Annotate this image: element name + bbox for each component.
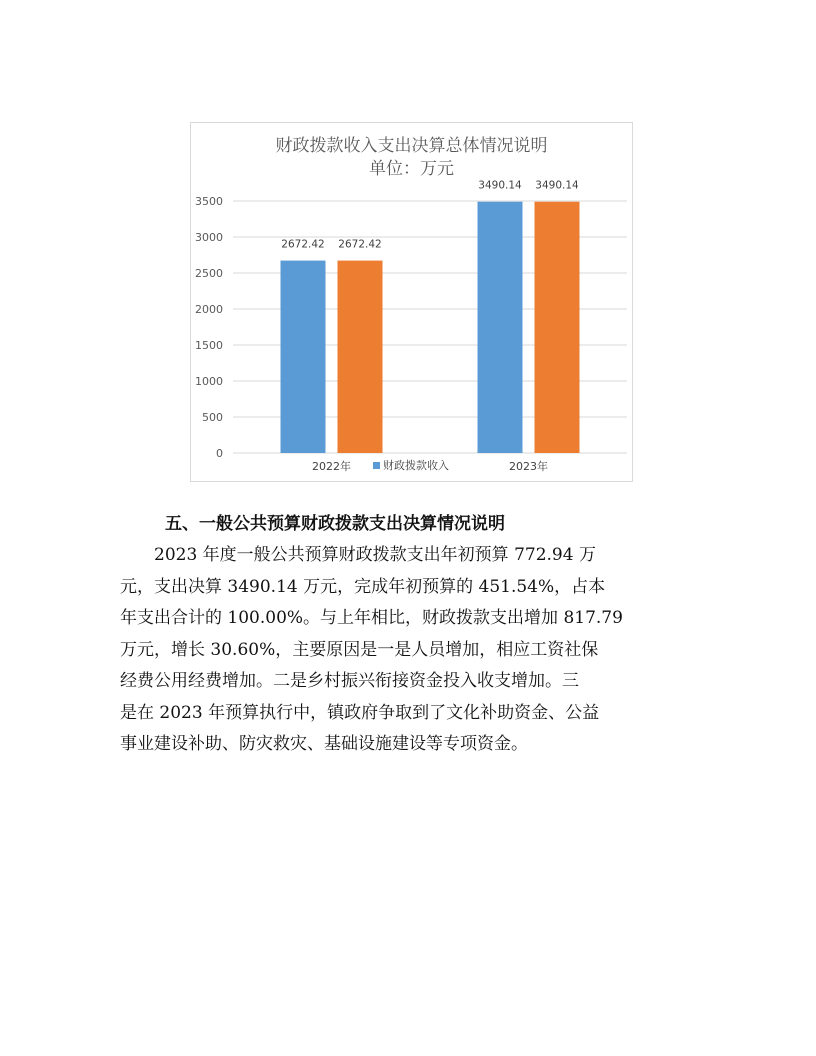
chart-title: 财政拨款收入支出决算总体情况说明 [275,136,548,156]
data-label: 3490.14 [478,179,522,192]
paragraph-line: 2023 年度一般公共预算财政拨款支出年初预算 772.94 万 [154,545,596,565]
data-label: 3490.14 [535,179,579,192]
bar [535,202,580,453]
y-tick-label: 2500 [195,267,223,280]
y-tick-label: 0 [216,447,223,460]
paragraph-line: 年支出合计的 100.00%。与上年相比，财政拨款支出增加 817.79 [120,608,623,628]
x-tick-label: 2023年 [509,460,548,473]
chart-subtitle: 单位：万元 [369,159,454,179]
paragraph-line: 事业建设补助、防灾救灾、基础设施建设等专项资金。 [120,734,528,754]
section-paragraph [120,540,700,761]
data-label: 2672.42 [281,238,325,251]
bar [338,261,383,453]
paragraph-line: 是在 2023 年预算执行中，镇政府争取到了文化补助资金、公益 [120,702,600,723]
y-tick-label: 3000 [195,231,223,244]
chart-plot [191,123,632,481]
paragraph-line: 经费公用经费增加。二是乡村振兴衔接资金投入收支增加。三 [120,671,579,691]
legend-label: 财政拨款收入 [383,459,449,472]
bar [478,202,523,453]
y-tick-label: 1500 [195,339,223,352]
legend-swatch [373,462,380,469]
x-tick-label: 2022年 [312,460,351,473]
y-tick-label: 2000 [195,303,223,316]
y-tick-label: 1000 [195,375,223,388]
y-tick-label: 3500 [195,195,223,208]
data-label: 2672.42 [338,238,382,251]
bar-chart [190,122,633,482]
section-heading: 五、一般公共预算财政拨款支出决算情况说明 [165,514,505,534]
paragraph-line: 元，支出决算 3490.14 万元，完成年初预算的 451.54%，占本 [120,576,606,597]
paragraph-line: 万元，增长 30.60%，主要原因是一是人员增加，相应工资社保 [120,639,599,660]
bar [281,261,326,453]
y-tick-label: 500 [202,411,223,424]
